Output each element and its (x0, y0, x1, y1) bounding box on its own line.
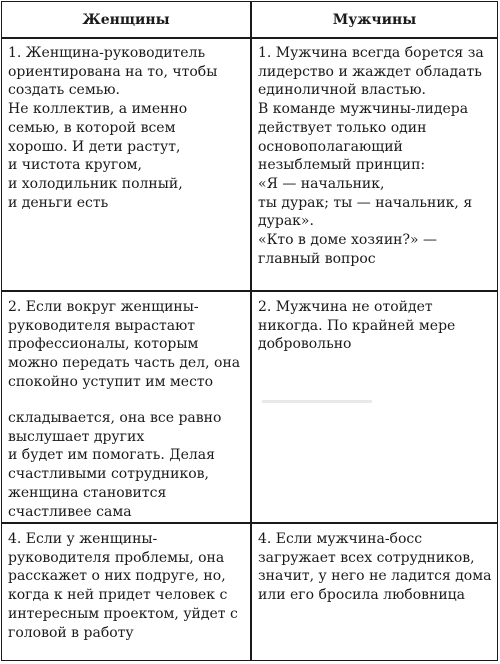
header-women: Женщины (82, 12, 170, 28)
row-1-men: 1. Мужчина всегда борется за лидерство и жаждет обладать единоличной властью. В команде мужчины-лидера действует только один основополагающий незыблемый принцип: «Я — начальник, ты дурак; ты — начальник, я дурак». «Кто в доме хозяин?» — главный вопрос (258, 45, 484, 267)
row-divider-2 (2, 522, 497, 524)
row-2-women: 2. Если вокруг женщины- руководителя вырастают профессионалы, которым можно передать часть дел, она спокойно уступит им место (8, 299, 241, 390)
column-divider (250, 2, 252, 660)
row-2-men: 2. Мужчина не отойдет никогда. По крайней мере добровольно (258, 299, 456, 353)
row-1-women: 1. Женщина-руководитель ориентирована на то, чтобы создать семью. Не коллектив, а именно семью, в которой всем хорошо. И дети растут, и чистота кругом, и холодильник полный, и деньги есть (8, 45, 218, 211)
row-3-women: складывается, она все равно выслушает других и будет им помогать. Делая счастливыми сотрудников, женщина становится счастливее сама (8, 410, 222, 520)
row-divider-1 (2, 290, 497, 292)
row-4-men: 4. Если мужчина-босс загружает всех сотрудников, значит, у него не ладится дома или его бросила любовница (258, 531, 492, 604)
scan-artifact (262, 400, 372, 403)
row-4-women: 4. Если у женщины- руководителя проблемы, она расскажет о них подруге, но, когда к ней придет человек с интересным проектом, уйдет с головой в работу (8, 531, 238, 641)
header-men: Мужчины (332, 12, 417, 28)
header-divider (2, 37, 497, 39)
comparison-table (1, 1, 498, 661)
